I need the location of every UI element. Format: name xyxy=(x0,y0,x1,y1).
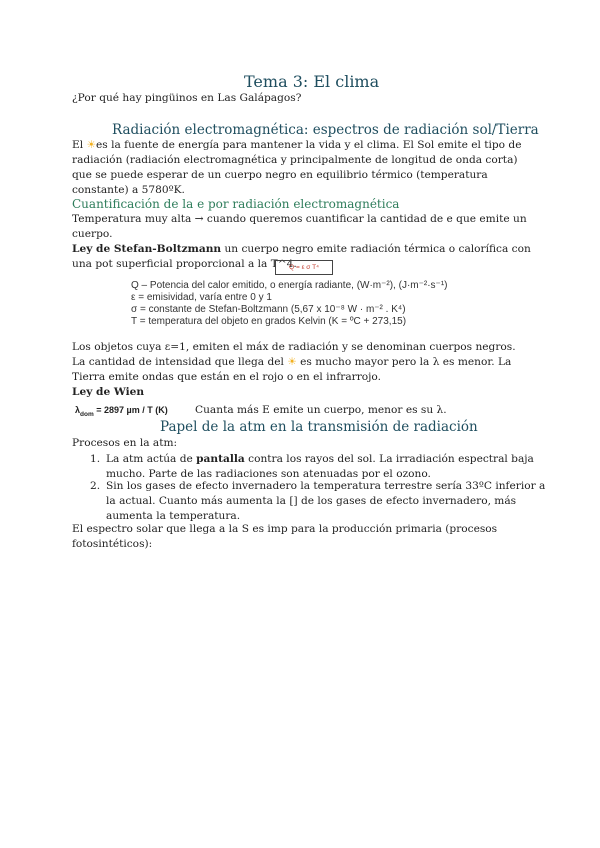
energy-sentence: Temperatura muy alta → cuando queremos cuantificar la cantidad de e que emite un cuerpo. xyxy=(72,213,527,240)
law-name: Ley de Stefan-Boltzmann xyxy=(72,243,222,255)
legend-line: T = temperatura del objeto en grados Kelvin (K = ºC + 273,15) xyxy=(131,316,407,327)
blackbody-sentence: Los objetos cuya ε=1, emiten el máx de radiación y se denominan cuerpos negros. xyxy=(72,341,516,353)
section-heading-quantification: Cuantificación de la e por radiación electromagnética xyxy=(72,197,400,211)
section1-paragraph xyxy=(72,138,537,198)
wien-text: Cuanta más E emite un cuerpo, menor es su λ. xyxy=(195,404,447,416)
processes-intro: Procesos en la atm: xyxy=(72,437,178,449)
wien-sub: dom xyxy=(80,410,94,418)
law-text: un cuerpo negro emite radiación térmica o calorífica con una pot superficial proporcional a la T^4. xyxy=(72,243,531,270)
list-text xyxy=(106,452,546,482)
legend-line: ε = emisividad, varía entre 0 y 1 xyxy=(131,292,272,303)
intensity-sentence xyxy=(72,355,542,385)
sun-icon: ☀ xyxy=(86,139,96,151)
sun-icon: ☀ xyxy=(287,356,297,368)
item-post: contra los rayos del sol. La irradiación espectral baja mucho. Parte de las radiaciones son atenuadas por el ozono. xyxy=(106,453,534,480)
list-number: 2. xyxy=(90,480,101,492)
item-pre: La atm actúa de xyxy=(106,453,197,465)
legend-line: Q – Potencia del calor emitido, o energía radiante, (W·m⁻²), (J·m⁻²·s⁻¹) xyxy=(131,280,448,291)
p3-pre: La cantidad de intensidad que llega del xyxy=(72,356,288,368)
p1-post: es la fuente de energía para mantener la vida y el clima. El Sol emite el tipo de radiación (radiación electromagnética y principalmente de longitud de onda corta) que se puede esperar de un cuerpo negro en equilibrio térmico (temperatura constante) a 5780ºK. xyxy=(72,139,522,196)
list-number: 1. xyxy=(90,453,101,465)
wien-rest: = 2897 µm / T (K) xyxy=(93,405,168,415)
section-heading-radiation: Radiación electromagnética: espectros de radiación sol/Tierra xyxy=(112,122,539,138)
blackbody-paragraph xyxy=(72,340,542,400)
formula-legend xyxy=(131,280,447,328)
closing-paragraph: El espectro solar que llega a la S es imp para la producción primaria (procesos fotosintéticos): xyxy=(72,523,498,550)
wien-lambda: λ xyxy=(75,405,81,415)
list-text: Sin los gases de efecto invernadero la temperatura terrestre sería 33ºC inferior a la actual. Cuanto más aumenta la [] de los gases de efecto invernadero, más aumenta la temperatura. xyxy=(106,480,546,522)
p1-pre: El xyxy=(72,139,87,151)
legend-line: σ = constante de Stefan-Boltzmann (5,67 x 10⁻⁸ W · m⁻² . K⁴) xyxy=(131,304,406,315)
p3-post: es mucho mayor pero la λ es menor. La Tierra emite ondas que están en el rojo o en el infrarrojo. xyxy=(72,356,512,383)
wien-title: Ley de Wien xyxy=(72,386,145,398)
wien-formula xyxy=(75,403,168,422)
item-bold: pantalla xyxy=(196,453,245,465)
stefan-boltzmann-formula: Q = ε σ T⁴ xyxy=(275,260,333,275)
section-heading-atmosphere: Papel de la atm en la transmisión de radiación xyxy=(160,419,478,435)
intro-question: ¿Por qué hay pingüinos en Las Galápagos? xyxy=(72,92,302,104)
page-title: Tema 3: El clima xyxy=(244,72,380,91)
